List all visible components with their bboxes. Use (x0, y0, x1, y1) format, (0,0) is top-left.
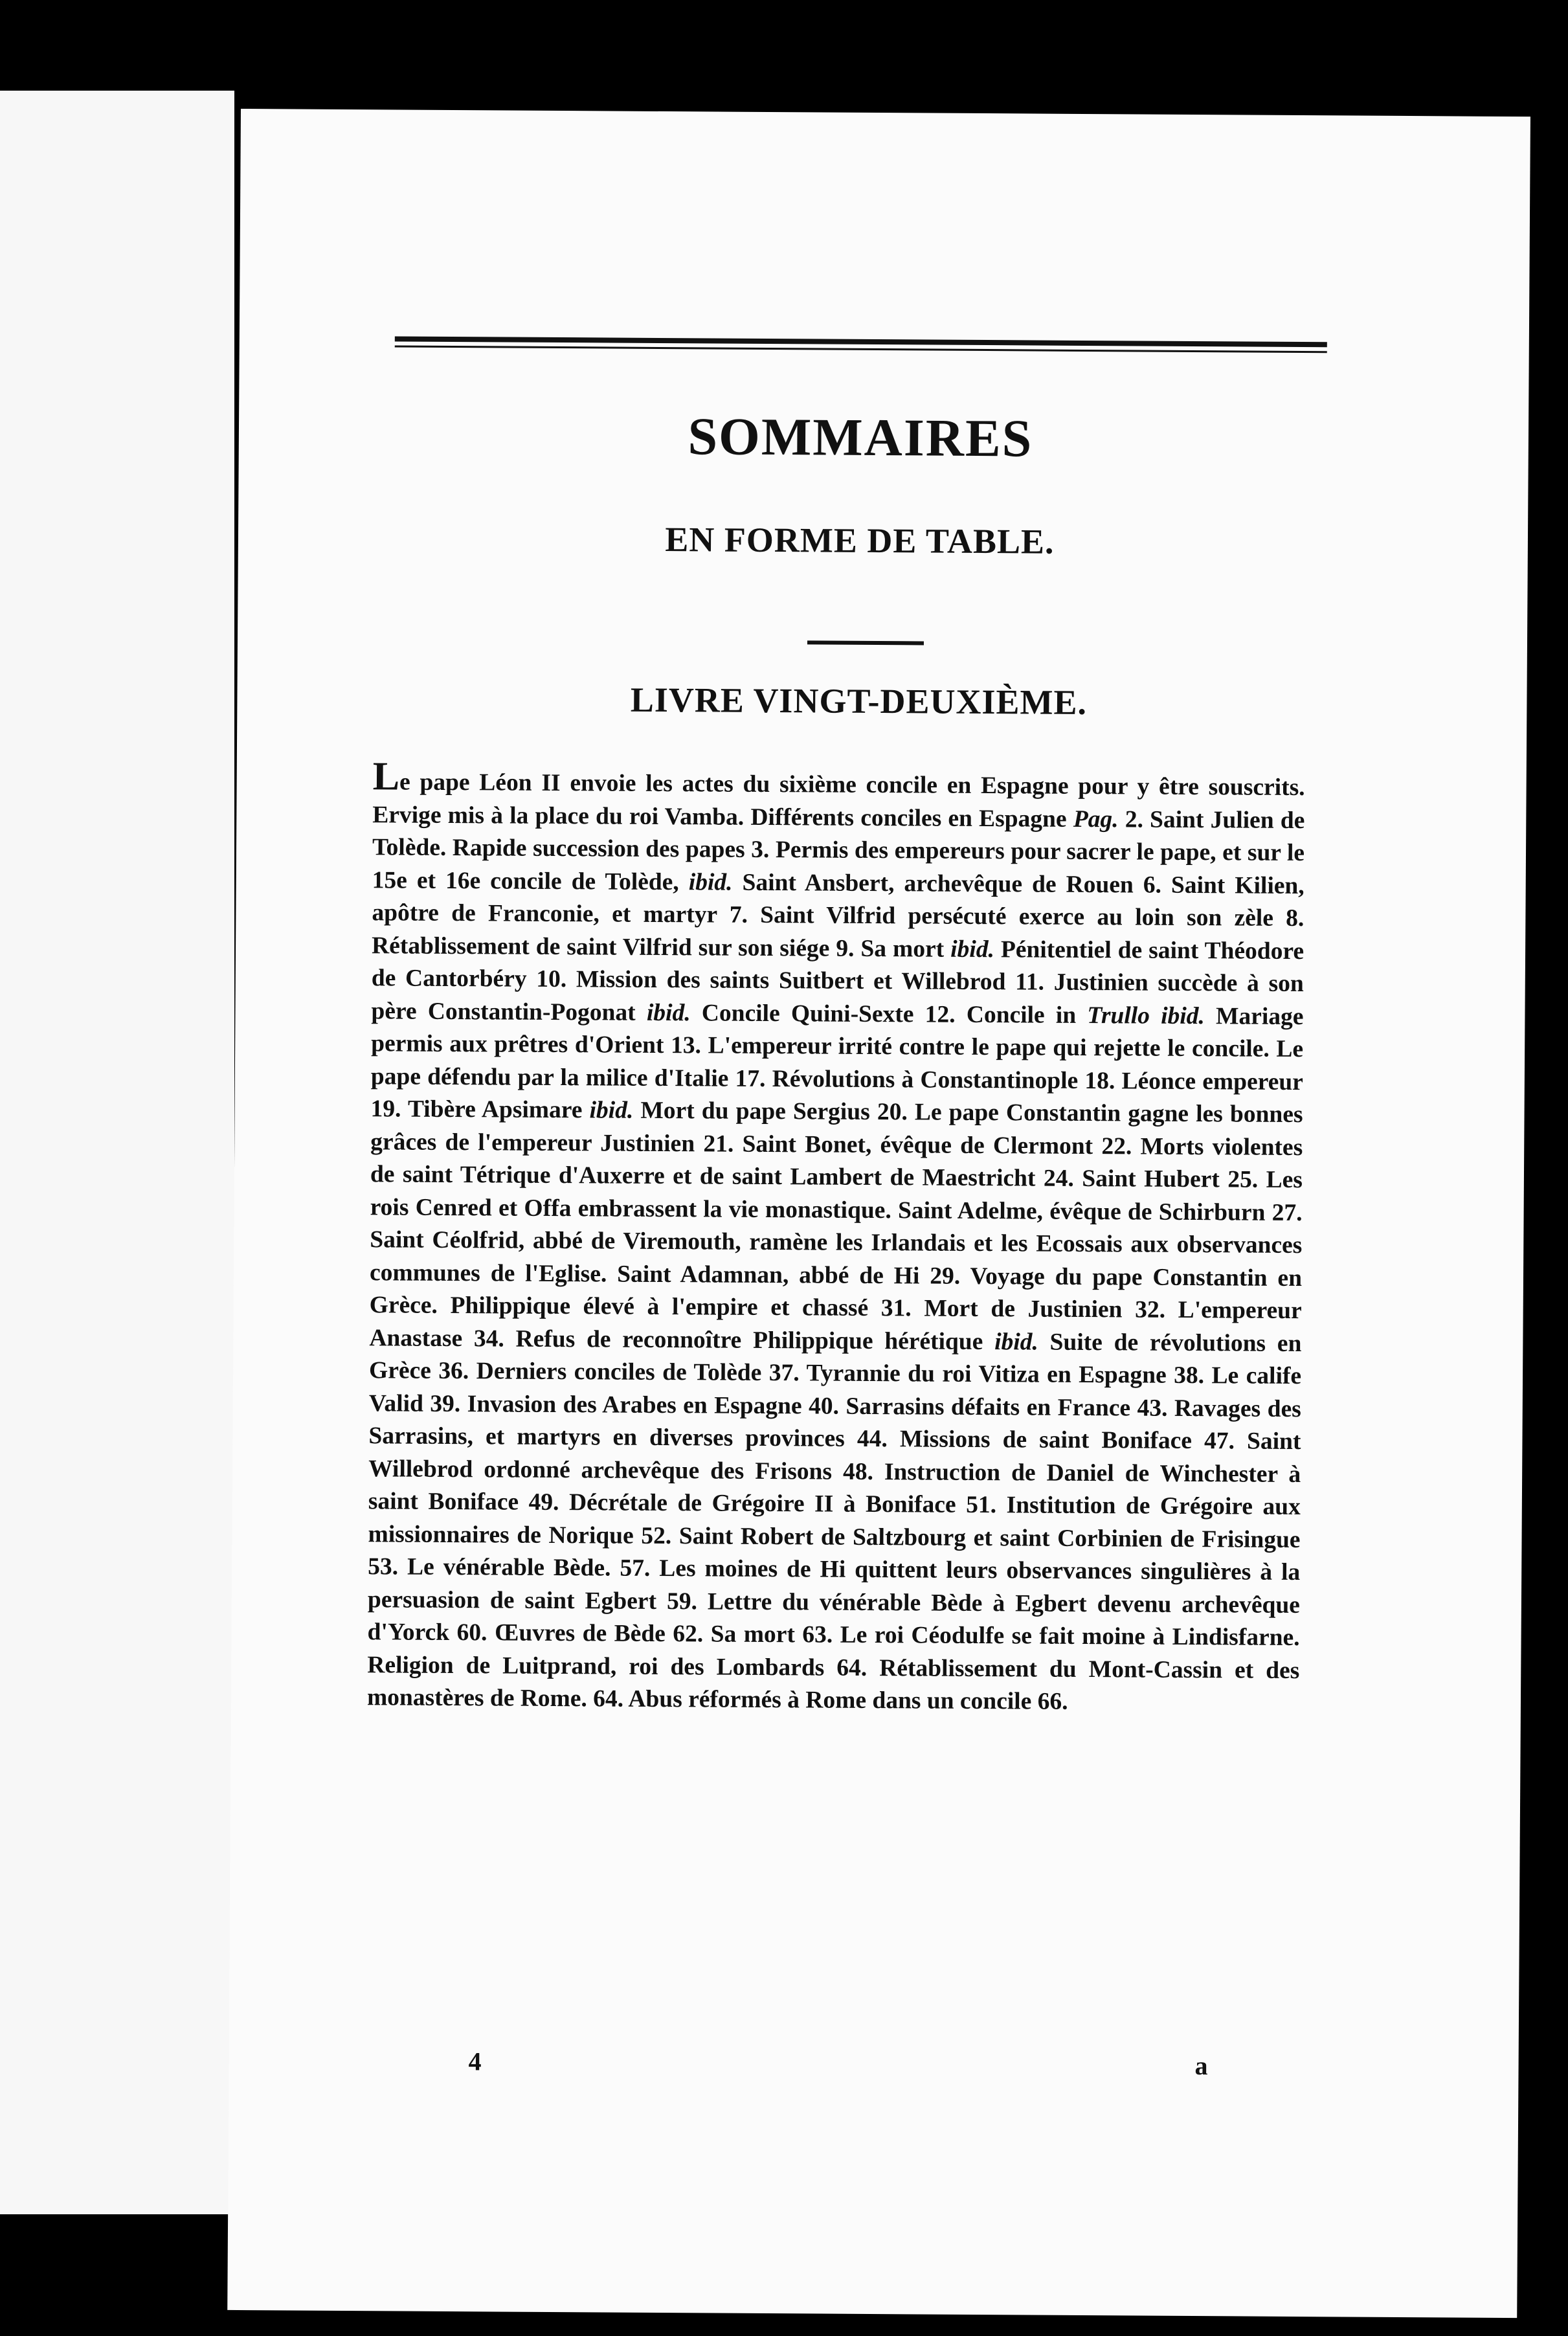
summary-text: Saint Ansbert, archevêque de Rouen 6. Saint Kilien, apôtre de Franconie, et martyr 7. Saint Vilfrid persécuté exerce au loin son zèle 8. Rétablissement de saint Vilfrid sur son siége 9. Sa mort (371, 869, 1305, 963)
summary-text: Pénitentiel de saint Théodore de Cantorbéry 10. Mission des saints Suitbert et Willebrod 11. Justinien succède à son père Constantin-Pogonat (371, 936, 1305, 1026)
summary-italic: ibid. (950, 936, 995, 963)
summary-text: Mort du pape Sergius 20. Le pape Constantin gagne les bonnes grâces de l'empereur Justinien 21. Saint Bonet, évêque de Clermont 22. Morts violentes de saint Tétrique d'Auxerre et de saint Lambert de Maestricht 24. Saint Hubert 25. Les rois Cenred et Offa embrassent la vie monastique. Saint Adelme, évêque de Schirburn 27. Saint Céolfrid, abbé de Viremouth, ramène les Irlandais et les Ecossais aux observances communes de l'Eglise. Saint Adamnan, abbé de Hi 29. Voyage du pape Constantin en Grèce. Philippique élevé à l'empire et chassé 31. Mort de Justinien 32. L'empereur Anastase 34. Refus de reconnoître Philippique hérétique (369, 1097, 1303, 1355)
summary-italic: Pag. (1073, 805, 1119, 833)
summary-italic: ibid. (688, 868, 733, 896)
page-subtitle: EN FORME DE TABLE. (665, 520, 1055, 561)
summary-text: e pape Léon II envoie les actes du sixième concile en Espagne pour y être souscrits. Ervige mis à la place du roi Vamba. Différents conciles en Espagne (372, 769, 1305, 833)
summary-text: Concile Quini-Sexte 12. Concile in (690, 999, 1088, 1029)
section-divider (807, 640, 924, 645)
summary-italic: ibid. (994, 1328, 1038, 1356)
header-rule (395, 336, 1327, 353)
summary-text: 2. Saint Julien de Tolède. Rapide succession des papes 3. Permis des empereurs pour sacrer le pape, et sur le 15e et 16e concile de Tolède, (372, 805, 1305, 895)
book-heading: LIVRE VINGT-DEUXIÈME. (630, 680, 1088, 723)
facing-page (0, 91, 234, 2214)
summary-text: Mariage permis aux prêtres d'Orient 13. L'empereur irrité contre le pape qui rejette le concile. Le pape défendu par la milice d'Italie 17. Révolutions à Constantinople 18. Léonce empereur 19. Tibère Apsimare (370, 1002, 1304, 1124)
book-page (227, 109, 1530, 2318)
summary-italic: ibid. (646, 999, 691, 1026)
summary-paragraph (366, 754, 1305, 1720)
drop-cap: L (372, 754, 400, 799)
page-title: SOMMAIRES (688, 407, 1033, 468)
summary-italic: ibid. (589, 1097, 634, 1124)
summary-text: Suite de révolutions en Grèce 36. Derniers conciles de Tolède 37. Tyrannie du roi Vitiza en Espagne 38. Le calife Valid 39. Invasion des Arabes en Espagne 40. Sarrasins défaits en France 43. Ravages des Sarrasins, et martyrs en diverses provinces 44. Missions de saint Boniface 47. Saint Willebrod ordonné archevêque des Frisons 48. Instruction de Daniel de Winchester à saint Boniface 49. Décrétale de Grégoire II à Boniface 51. Institution de Grégoire aux missionnaires de Norique 52. Saint Robert de Saltzbourg et saint Corbinien de Frisingue 53. Le vénérable Bède. 57. Les moines de Hi quittent leurs observances singulières à la persuasion de saint Egbert 59. Lettre du vénérable Bède à Egbert devenu archevêque d'Yorck 60. Œuvres de Bède 62. Sa mort 63. Le roi Céodulfe se fait moine à Lindisfarne. Religion de Luitprand, roi des Lombards 64. Rétablissement du Mont-Cassin et des monastères de Rome. 64. Abus réformés à Rome dans un concile 66. (366, 1329, 1302, 1715)
signature-mark: a (1194, 2051, 1208, 2081)
folio-number: 4 (468, 2047, 482, 2076)
summary-italic: Trullo ibid. (1087, 1002, 1205, 1029)
